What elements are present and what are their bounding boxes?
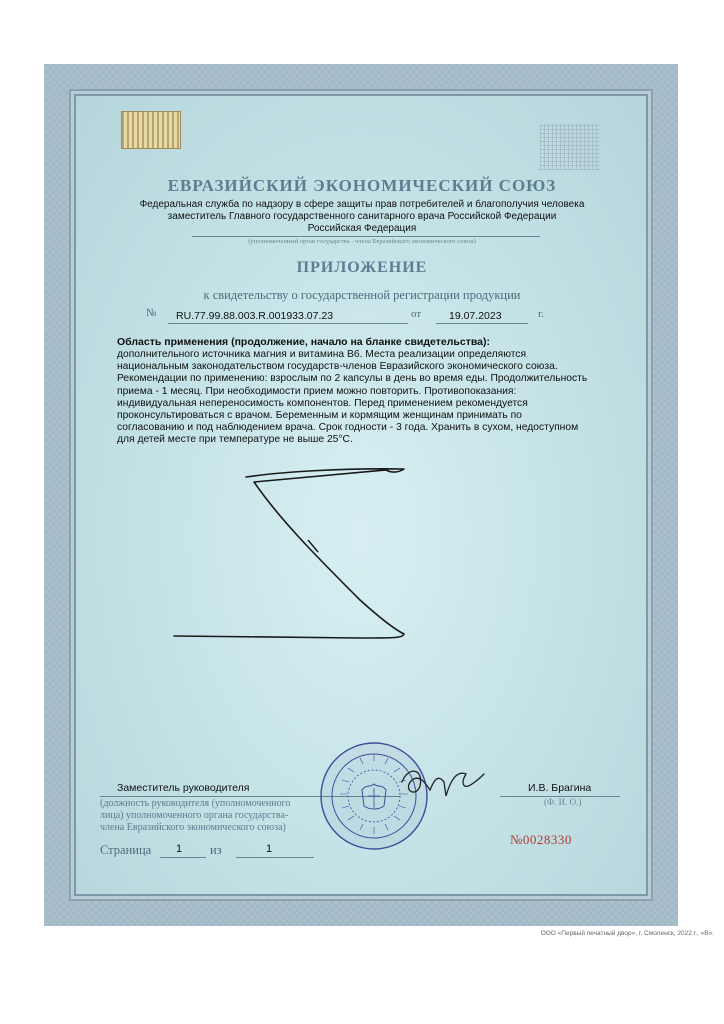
scope-heading: Область применения (продолжение, начало на бланке свидетельства):: [117, 336, 490, 348]
annex-subtitle: к свидетельству о государственной регистрации продукции: [203, 288, 521, 302]
scope-line: дополнительного источника магния и витамина В6. Места реализации определяются: [117, 349, 527, 360]
page-total-underline: [236, 857, 314, 858]
authority-line-1: Федеральная служба по надзору в сфере защиты прав потребителей и благополучия человека: [139, 199, 585, 210]
union-title: ЕВРАЗИЙСКИЙ ЭКОНОМИЧЕСКИЙ СОЮЗ: [167, 176, 557, 195]
scope-line: проконсультироваться с врачом. Беременным и кормящим женщинам принимать по: [117, 410, 522, 422]
authority-line-3: Российская Федерация: [307, 223, 417, 234]
printer-credit: ООО «Первый печатный двор», г. Смоленск, 2022 г., «В».: [540, 930, 714, 937]
number-underline: [168, 323, 408, 324]
scope-body: [117, 349, 609, 447]
authority-caption: (уполномоченный орган государства - члена Евразийского экономического союза): [248, 238, 476, 245]
position-caption-line-1: (должность руководителя (уполномоченного: [100, 798, 291, 809]
page-current-underline: [160, 857, 206, 858]
signatory-position: Заместитель руководителя: [117, 782, 250, 794]
certificate-date: 19.07.2023: [449, 310, 502, 322]
security-pattern: [540, 124, 600, 170]
authority-line-2: заместитель Главного государственного санитарного врача Российской Федерации: [167, 211, 557, 222]
year-suffix: г.: [538, 308, 545, 320]
blank-serial-number: №0028330: [510, 832, 572, 847]
scope-line: приема - 1 месяц. При необходимости прием можно повторить. Противопоказания:: [117, 385, 517, 397]
page-label: Страница: [100, 843, 152, 857]
position-caption-line-3: члена Евразийского экономического союза): [100, 822, 286, 833]
scope-line: согласованию и под наблюдением врача. Срок годности - 3 года. Хранить в сухом, недоступном: [117, 422, 579, 434]
page-total: 1: [266, 843, 273, 855]
scope-line: для детей месте при температуре не выше 25°С.: [117, 434, 353, 446]
name-caption: (Ф. И. О.): [544, 797, 582, 807]
hologram-sticker: [121, 111, 181, 149]
position-caption-line-2: лица) уполномоченного органа государства-: [100, 810, 289, 821]
scope-line: национальным законодательством государств-членов Евразийского экономического союза.: [117, 361, 558, 373]
large-signature-mark: [160, 460, 420, 650]
date-underline: [436, 323, 528, 324]
scope-line: Рекомендации по применению: взрослым по 2 капсулы в день во время еды. Продолжительность: [117, 373, 588, 385]
certificate-number: RU.77.99.88.003.R.001933.07.23: [176, 310, 334, 322]
date-label: от: [411, 308, 422, 320]
handwritten-signature: [394, 760, 486, 808]
number-label: №: [146, 307, 157, 319]
page-of-label: из: [210, 843, 222, 857]
authority-underline: [192, 236, 540, 237]
page-current: 1: [176, 843, 183, 855]
signatory-name: И.В. Брагина: [528, 782, 592, 794]
annex-title: ПРИЛОЖЕНИЕ: [296, 259, 428, 276]
scope-line: индивидуальная непереносимость компонентов. Перед применением рекомендуется: [117, 397, 528, 409]
